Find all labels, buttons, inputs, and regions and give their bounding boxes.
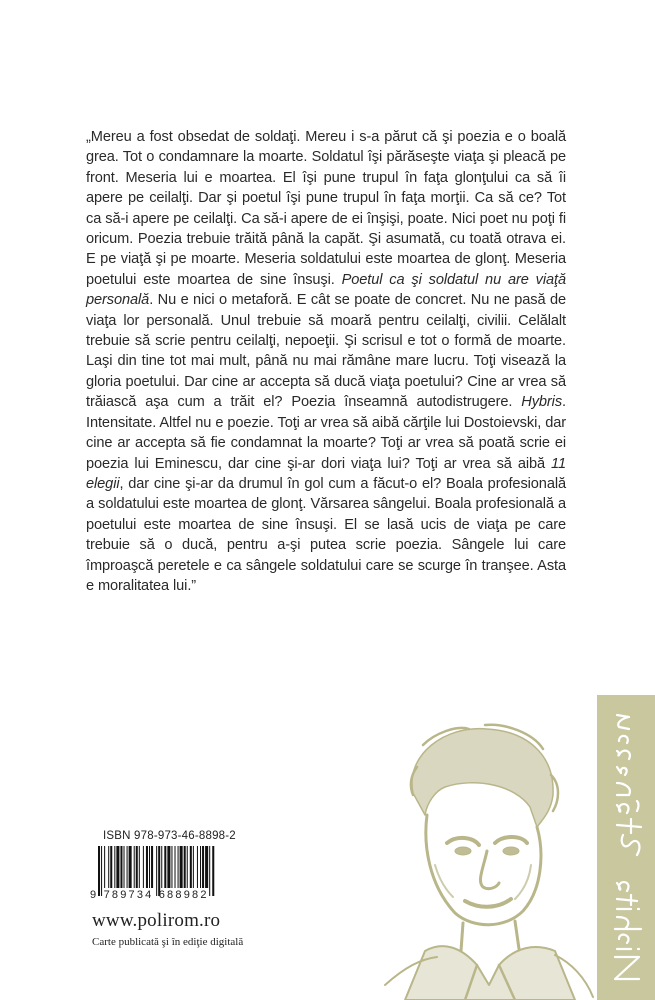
back-cover-quote <box>86 127 566 596</box>
isbn-label: ISBN 978-973-46-8898-2 <box>103 830 236 842</box>
quote-text-2: . Nu e nici o metaforă. E cât se poate de concret. Nu ne pasă de viaţa lor personală. Unul trebuie să moară pentru ceilalţi, civilii. Celălalt trebuie să scrie pentru ceilalţi, nepoeţii. Şi scrisul e tot o formă de moarte. Laşi din tine tot mai mult, până nu mai rămâne mare lucru. Toţi visează la gloria poetului. Dar cine ar accepta să ducă viaţa poetului? Cine ar vrea să trăiască aşa cum a trăit el? Poezia înseamnă autodistrugere. <box>86 292 566 411</box>
author-portrait-image <box>365 715 597 1000</box>
publisher-website: www.polirom.ro <box>92 910 221 931</box>
author-signature-image <box>597 695 655 1000</box>
quote-italic-1: Poetul ca şi soldatul nu are viaţă personală <box>86 271 567 309</box>
quote-text-3: . Intensitate. Altfel nu e poezie. Toţi ar vrea să aibă cărţile lui Dostoievski, dar cine ar accepta să fie condamnat la moarte? Toţi ar vrea să poată scrie ei poezia lui Eminescu, dar cine şi-ar dori viaţa lui? Toţi ar vrea să aibă <box>86 394 566 472</box>
publisher-tagline: Carte publicată şi în ediţie digitală <box>92 936 244 948</box>
quote-italic-3: 11 elegii <box>86 455 566 492</box>
quote-text-1: „Mereu a fost obsedat de soldaţi. Mereu i s-a părut că şi poezia e o boală grea. Tot o condamnare la moarte. Soldatul îşi părăseşte viaţa şi pleacă pe front. Meseria lui e moartea. El îşi pune trupul în faţa glonţului ca să îi apere pe ceilalţi. Dar şi poetul îşi pune trupul în faţa morţii. Ca să ce? Tot ca să-i apere pe ceilalţi. Ca să-i apere de ei înşişi, poate. Nici poet nu poţi fi oricum. Poezia trebuie trăită până la capăt. Şi asumată, cu toată otrava ei. E pe viaţă şi pe moarte. Meseria soldatului este moartea de glonţ. Meseria poetului este moartea de sine însuşi. <box>86 129 566 288</box>
barcode-digits: 9 789734 688982 <box>90 889 209 901</box>
quote-text-4: , dar cine şi-ar da drumul în gol cum a făcut-o el? Boala profesională a soldatului este moartea de glonţ. Vărsarea sângelui. Boala profesională a poetului este moartea de sine însuşi. El se lasă ucis de viaţa pe care trebuie să o ducă, pentru a-şi putea scrie poezia. Sângele lui care împroaşcă peretele e ca sângele soldatului care se scurge în tranşee. Asta e moralitatea lui.” <box>86 475 566 594</box>
quote-italic-2: Hybris <box>521 394 563 411</box>
